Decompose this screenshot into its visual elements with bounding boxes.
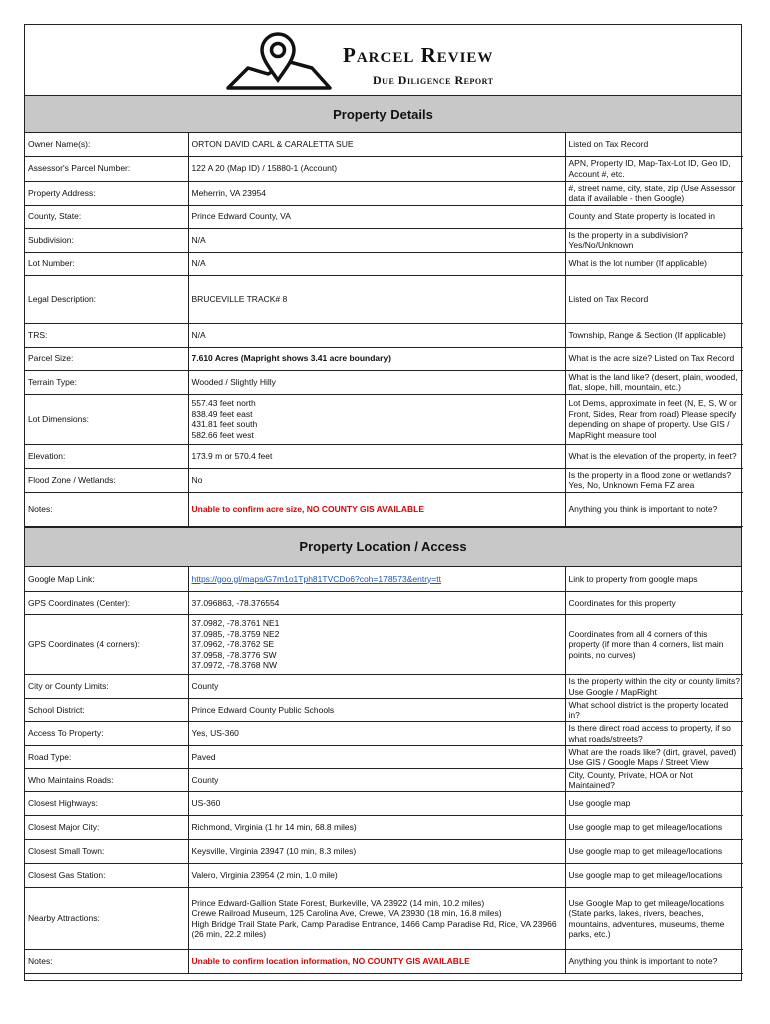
field-hint: Anything you think is important to note? [565, 492, 743, 526]
field-value: Unable to confirm location information, NO COUNTY GIS AVAILABLE [191, 956, 470, 967]
brand-title: Parcel Review [343, 43, 494, 67]
field-hint: Coordinates from all 4 corners of this property (if more than 4 corners, list main points, no curves) [565, 615, 743, 675]
field-value-cell [188, 252, 565, 275]
field-value: BRUCEVILLE TRACK# 8 [191, 293, 288, 304]
field-value: 173.9 m or 570.4 feet [191, 450, 273, 461]
report-body [25, 95, 741, 974]
table-row [25, 792, 743, 816]
field-value: No [191, 474, 203, 485]
field-hint: What is the acre size? Listed on Tax Record [565, 347, 743, 370]
field-value-cell [188, 156, 565, 181]
field-label: Who Maintains Roads: [25, 769, 188, 792]
field-label: Closest Small Town: [25, 840, 188, 864]
table-row [25, 864, 743, 888]
table-row [25, 252, 743, 275]
field-value-cell [188, 444, 565, 468]
field-hint: Is the property in a subdivision? Yes/No/Unknown [565, 228, 743, 252]
table-row [25, 840, 743, 864]
field-value: County [191, 681, 219, 692]
field-hint: What school district is the property located in? [565, 699, 743, 722]
field-hint: Use google map to get mileage/locations [565, 864, 743, 888]
field-value: 7.610 Acres (Mapright shows 3.41 acre boundary) [191, 353, 392, 364]
field-value-cell [188, 323, 565, 347]
field-label: Notes: [25, 950, 188, 974]
field-value-cell [188, 792, 565, 816]
field-value-cell [188, 181, 565, 205]
field-value-cell [188, 370, 565, 394]
field-label: Legal Description: [25, 275, 188, 323]
field-hint: Township, Range & Section (If applicable) [565, 323, 743, 347]
field-hint: Lot Dems, approximate in feet (N, E, S, W or Front, Sides, Rear from road) Please specify depending on shape of property. Use GIS / MapRight measure tool [565, 394, 743, 444]
field-hint: Is the property within the city or county limits? Use Google / MapRight [565, 675, 743, 699]
field-hint: Listed on Tax Record [565, 133, 743, 156]
field-value: Prince Edward County Public Schools [191, 704, 335, 715]
field-value: County [191, 774, 219, 785]
map-pin-icon [220, 28, 340, 92]
field-value: N/A [191, 234, 206, 245]
field-value: ORTON DAVID CARL & CARALETTA SUE [191, 139, 354, 149]
field-value-cell [188, 567, 565, 592]
field-value-cell [188, 492, 565, 526]
field-value: Yes, US-360 [191, 728, 239, 739]
field-hint: #, street name, city, state, zip (Use Assessor data if available - then Google) [565, 181, 743, 205]
field-label: Assessor's Parcel Number: [25, 156, 188, 181]
field-hint: Use google map [565, 792, 743, 816]
table-row [25, 228, 743, 252]
field-value: Keysville, Virginia 23947 (10 min, 8.3 miles) [191, 846, 357, 857]
field-value-cell [188, 888, 565, 950]
table-row [25, 444, 743, 468]
field-label: Access To Property: [25, 722, 188, 746]
field-value-cell [188, 394, 565, 444]
field-value: Richmond, Virginia (1 hr 14 min, 68.8 miles) [191, 822, 357, 833]
table-row [25, 205, 743, 228]
field-hint: County and State property is located in [565, 205, 743, 228]
field-label: Closest Highways: [25, 792, 188, 816]
field-hint: APN, Property ID, Map-Tax-Lot ID, Geo ID, Account #, etc. [565, 156, 743, 181]
field-hint: Link to property from google maps [565, 567, 743, 592]
report-header [25, 25, 741, 95]
field-label: Nearby Attractions: [25, 888, 188, 950]
field-hint: Is the property in a flood zone or wetlands? Yes, No, Unknown Fema FZ area [565, 468, 743, 492]
field-value: Meherrin, VA 23954 [191, 187, 266, 198]
field-value-cell [188, 347, 565, 370]
table-row [25, 468, 743, 492]
field-value-cell [188, 275, 565, 323]
field-label: Notes: [25, 492, 188, 526]
field-label: GPS Coordinates (Center): [25, 592, 188, 615]
field-label: Property Address: [25, 181, 188, 205]
table-row [25, 888, 743, 950]
field-label: Flood Zone / Wetlands: [25, 468, 188, 492]
table-row [25, 592, 743, 615]
field-label: Elevation: [25, 444, 188, 468]
field-label: School District: [25, 699, 188, 722]
field-value: Prince Edward-Gallion State Forest, Burkeville, VA 23922 (14 min, 10.2 miles) Crewe Railroad Museum, 125 Carolina Ave, Crewe, VA 23930 (18 min, 16.8 miles) High Bridge Trail State Park, Camp Paradise Entrance, 1466 Camp Paradise Rd, Rice, VA 23966 (26 min, 22.2 miles) [191, 897, 557, 939]
field-value: 37.0982, -78.3761 NE1 37.0985, -78.3759 NE2 37.0962, -78.3762 SE 37.0958, -78.3776 SW 37.0972, -78.3768 NW [191, 618, 280, 671]
field-label: Terrain Type: [25, 370, 188, 394]
table-row [25, 615, 743, 675]
field-label: Lot Number: [25, 252, 188, 275]
field-value: 37.096863, -78.376554 [191, 597, 280, 608]
table-row [25, 370, 743, 394]
details-table [25, 567, 743, 975]
field-value-cell [188, 699, 565, 722]
field-label: Closest Gas Station: [25, 864, 188, 888]
field-value-cell [188, 468, 565, 492]
brand-subtitle: Due Diligence Report [373, 73, 494, 87]
field-hint: Use google map to get mileage/locations [565, 840, 743, 864]
google-map-link[interactable]: https://goo.gl/maps/G7m1o1Tph81TVCDo6?coh=178573&entry=tt [191, 573, 441, 584]
field-label: GPS Coordinates (4 corners): [25, 615, 188, 675]
report-frame [24, 24, 742, 981]
table-row [25, 722, 743, 746]
field-value: N/A [191, 329, 206, 340]
field-value-cell [188, 228, 565, 252]
table-row [25, 567, 743, 592]
table-row [25, 492, 743, 526]
field-value: Wooded / Slightly Hilly [191, 376, 276, 387]
field-value-cell [188, 205, 565, 228]
field-label: City or County Limits: [25, 675, 188, 699]
field-label: Subdivision: [25, 228, 188, 252]
field-hint: What is the elevation of the property, in feet? [565, 444, 743, 468]
field-value: Valero, Virginia 23954 (2 min, 1.0 mile) [191, 870, 338, 881]
field-value-cell [188, 133, 565, 156]
field-label: Road Type: [25, 746, 188, 769]
field-value: US-360 [191, 798, 221, 809]
details-table [25, 133, 743, 527]
field-hint: Is there direct road access to property, if so what roads/streets? [565, 722, 743, 746]
field-hint: What are the roads like? (dirt, gravel, paved) Use GIS / Google Maps / Street View [565, 746, 743, 769]
field-value: Paved [191, 751, 216, 762]
field-value-cell [188, 592, 565, 615]
field-label: County, State: [25, 205, 188, 228]
field-value-cell [188, 840, 565, 864]
field-hint: What is the land like? (desert, plain, wooded, flat, slope, hill, mountain, etc.) [565, 370, 743, 394]
field-label: Parcel Size: [25, 347, 188, 370]
section-title: Property Details [25, 95, 741, 133]
table-row [25, 156, 743, 181]
field-value-cell [188, 675, 565, 699]
field-label: Lot Dimensions: [25, 394, 188, 444]
field-hint: Coordinates for this property [565, 592, 743, 615]
table-row [25, 275, 743, 323]
field-hint: City, County, Private, HOA or Not Maintained? [565, 769, 743, 792]
table-row [25, 181, 743, 205]
field-value-cell [188, 769, 565, 792]
field-value: Prince Edward County, VA [191, 211, 291, 222]
field-value: 557.43 feet north 838.49 feet east 431.81 feet south 582.66 feet west [191, 398, 258, 440]
field-value: Unable to confirm acre size, NO COUNTY GIS AVAILABLE [191, 503, 425, 514]
field-value-cell [188, 746, 565, 769]
field-label: Closest Major City: [25, 816, 188, 840]
table-row [25, 746, 743, 769]
field-value: N/A [191, 258, 206, 269]
field-hint: Use google map to get mileage/locations [565, 816, 743, 840]
table-row [25, 950, 743, 974]
table-row [25, 769, 743, 792]
table-row [25, 347, 743, 370]
field-hint: Listed on Tax Record [565, 275, 743, 323]
field-value-cell [188, 722, 565, 746]
table-row [25, 816, 743, 840]
field-label: Google Map Link: [25, 567, 188, 592]
field-label: Owner Name(s): [25, 133, 188, 156]
field-hint: Use Google Map to get mileage/locations (State parks, lakes, rivers, beaches, mountains, adventures, museums, theme parks, etc.) [565, 888, 743, 950]
table-row [25, 133, 743, 156]
table-row [25, 323, 743, 347]
field-value: 122 A 20 (Map ID) / 15880-1 (Account) [191, 163, 338, 174]
field-value-cell [188, 864, 565, 888]
table-row [25, 675, 743, 699]
section-title: Property Location / Access [25, 527, 741, 567]
table-row [25, 394, 743, 444]
field-hint: Anything you think is important to note? [565, 950, 743, 974]
table-row [25, 699, 743, 722]
field-value-cell [188, 816, 565, 840]
field-value-cell [188, 615, 565, 675]
field-label: TRS: [25, 323, 188, 347]
field-value-cell [188, 950, 565, 974]
field-hint: What is the lot number (If applicable) [565, 252, 743, 275]
